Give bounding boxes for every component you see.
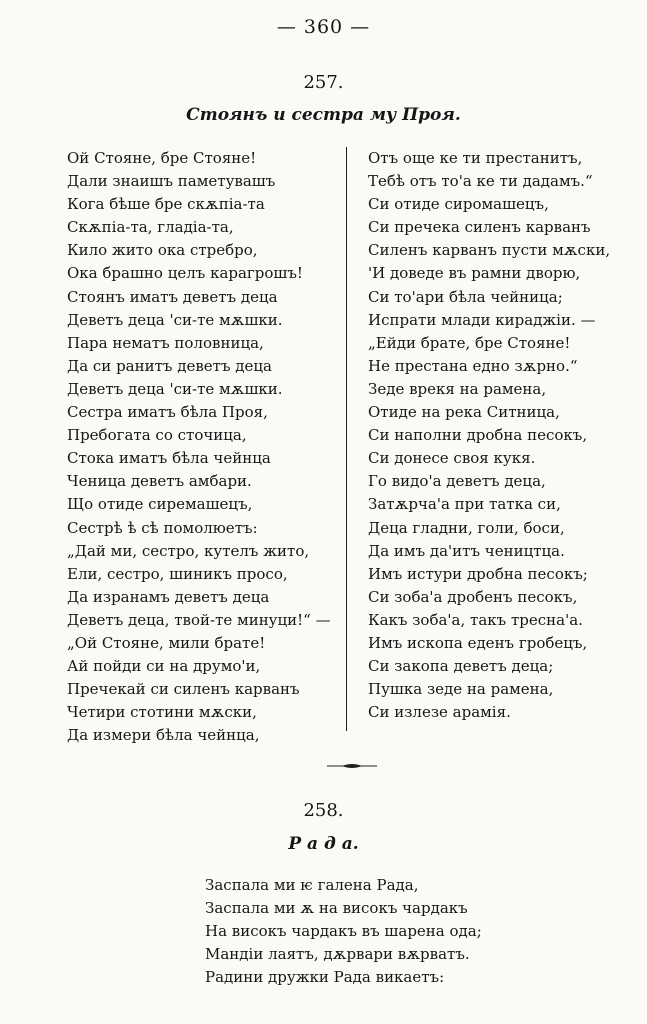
poem-line: Силенъ карванъ пусти мѫски, (368, 241, 611, 260)
song-number-258: 258. (303, 800, 344, 821)
poem-line: Стока иматъ бѣла чейнца (67, 449, 271, 468)
poem-line: Какъ зоба'а, такъ тресна'а. (368, 610, 583, 629)
poem-line: Ченица деветъ амбари. (67, 472, 252, 491)
poem-left-column (67, 147, 331, 747)
poem-line: Имъ истури дробна песокъ; (368, 564, 588, 583)
poem-line: Деветъ деца 'си-те мѫшки. (67, 379, 283, 398)
poem-line: Не престана едно зѫрно.“ (368, 356, 578, 375)
song-title-258: Р а д а. (288, 834, 359, 854)
poem-line: Пушка зеде на рамена, (368, 680, 554, 699)
poem-line: Си пречека силенъ карванъ (368, 218, 591, 237)
poem-line: Ай пойди си на друмо'и, (67, 657, 261, 676)
poem-line: Скѫпіа-та, гладіа-та, (67, 218, 234, 237)
poem-line: Имъ ископа еденъ гробецъ, (368, 633, 588, 652)
poem-line: Зеде врекя на рамена, (368, 379, 547, 398)
poem-line: Ели, сестро, шиникъ просо, (67, 564, 288, 583)
ornament-separator (326, 762, 378, 770)
poem-line: Си наполни дробна песокъ, (368, 426, 588, 445)
poem-line: Си закопа деветъ деца; (368, 657, 554, 676)
song-title-257: Стоянъ и сестра му Проя. (186, 105, 461, 125)
poem-line: Да изранамъ деветъ деца (67, 587, 270, 606)
poem-line: Отъ още ке ти престанитъ, (368, 149, 583, 167)
column-divider (346, 147, 347, 731)
poem-line: Ока брашно целъ карагрошъ! (67, 264, 303, 283)
poem-line: „Ой Стояне, мили брате! (67, 633, 266, 652)
poem-line: Отиде на река Ситница, (368, 403, 560, 422)
poem-line: „Ейди брате, бре Стояне! (368, 333, 571, 352)
poem-line: Заспала ми ѥ галена Рада, (205, 876, 419, 894)
poem-line: Дали знаишъ паметувашъ (67, 172, 276, 191)
poem-line: Да имъ да'итъ чеництца. (368, 541, 565, 560)
poem-right-column (368, 147, 610, 724)
poem-line: Стоянъ иматъ деветъ деца (67, 287, 278, 306)
poem-line: Мандіи лаятъ, дѫрвари вѫрватъ. (205, 945, 470, 964)
poem-line: „Дай ми, сестро, кутелъ жито, (67, 541, 310, 560)
poem-line: Деветъ деца 'си-те мѫшки. (67, 310, 283, 329)
poem-line: Заспала ми ѫ на високъ чардакъ (205, 899, 468, 918)
poem-line: Си то'ари бѣла чейница; (368, 287, 563, 306)
poem-line: Деца гладни, голи, боси, (368, 518, 565, 537)
poem-line: Пречекай си силенъ карванъ (67, 680, 300, 699)
poem-line: Кило жито ока стребро, (67, 241, 258, 260)
poem-258-lines (205, 874, 482, 989)
poem-line: Си донесе своя кукя. (368, 449, 536, 468)
poem-line: На високъ чардакъ въ шарена ода; (205, 922, 482, 941)
poem-line: Си излезе арамія. (368, 703, 511, 722)
poem-line: Да измери бѣла чейнца, (67, 726, 260, 745)
poem-line: Що отиде сиремашецъ, (67, 495, 253, 514)
poem-line: Си зоба'а дробенъ песокъ, (368, 587, 578, 606)
poem-line: Радини дружки Рада викаетъ: (205, 968, 445, 987)
poem-line: Пребогата со сточица, (67, 426, 247, 445)
page-number: — 360 — (276, 16, 371, 38)
poem-line: Деветъ деца, твой-те минуци!“ — (67, 610, 331, 629)
poem-line: Сестра иматъ бѣла Проя, (67, 403, 268, 422)
poem-line: Тебѣ отъ то'а ке ти дадамъ.“ (368, 172, 593, 191)
poem-line: Четири стотини мѫски, (67, 703, 257, 722)
poem-line: Да си ранитъ деветъ деца (67, 356, 272, 375)
poem-line: Си отиде сиромашецъ, (368, 195, 549, 214)
poem-line: Затѫрча'а при татка си, (368, 495, 561, 514)
poem-line: Сестрѣ ѣ сѣ помолюетъ: (67, 518, 258, 537)
poem-line: Го видо'а деветъ деца, (368, 472, 546, 491)
poem-line: Испрати млади кираджіи. — (368, 310, 596, 329)
poem-line: 'И доведе въ рамни дворю, (368, 264, 581, 283)
poem-line: Пара нематъ половница, (67, 333, 264, 352)
poem-line: Кога бѣше бре скѫпіа-та (67, 195, 265, 214)
song-number-257: 257. (303, 72, 344, 93)
poem-line: Ой Стояне, бре Стояне! (67, 149, 257, 167)
